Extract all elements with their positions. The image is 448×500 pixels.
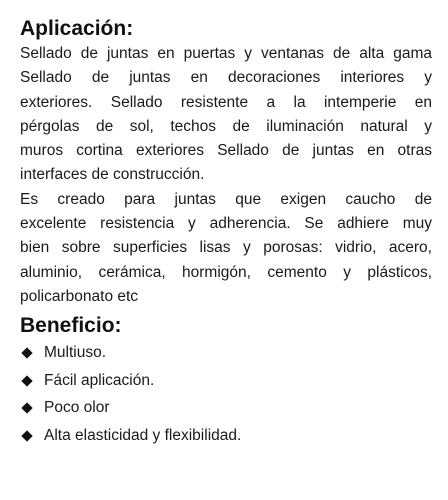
paragraph-line: excelente resistencia y adherencia. Se adhiere muy xyxy=(20,215,432,233)
application-heading: Aplicación: xyxy=(20,17,134,40)
list-item-label: Alta elasticidad y flexibilidad. xyxy=(44,426,242,444)
list-item-label: Fácil aplicación. xyxy=(44,371,155,389)
paragraph-line: interfaces de construcción. xyxy=(20,166,205,184)
paragraph-line: Sellado de juntas en puertas y ventanas de alta gama xyxy=(20,45,432,62)
application-paragraph-2 xyxy=(20,188,432,309)
list-item-label: Poco olor xyxy=(44,399,110,417)
paragraph-line: pérgolas de sol, techos de iluminación natural y xyxy=(20,117,432,135)
paragraph-line: Es creado para juntas que exigen caucho de xyxy=(20,190,432,208)
benefits-heading: Beneficio: xyxy=(20,314,122,338)
list-item xyxy=(20,339,432,367)
diamond-bullet-icon xyxy=(21,402,32,413)
paragraph-line: Sellado de juntas en decoraciones interiores y xyxy=(20,69,432,87)
benefits-list xyxy=(20,339,432,449)
application-paragraph-1 xyxy=(20,42,432,188)
list-item xyxy=(20,394,432,422)
paragraph-line: policarbonato etc xyxy=(20,287,139,305)
diamond-bullet-icon xyxy=(21,375,32,386)
list-item xyxy=(20,367,432,395)
paragraph-line: aluminio, cerámica, hormigón, cemento y plásticos, xyxy=(20,263,432,281)
product-description xyxy=(20,16,432,449)
paragraph-line: exteriores. Sellado resistente a la intemperie en xyxy=(20,93,432,111)
list-item xyxy=(20,422,432,450)
diamond-bullet-icon xyxy=(21,347,32,358)
diamond-bullet-icon xyxy=(21,430,32,441)
paragraph-line: muros cortina exteriores Sellado de juntas en otras xyxy=(20,142,432,160)
paragraph-line: bien sobre superficies lisas y porosas: vidrio, acero, xyxy=(20,239,432,257)
list-item-label: Multiuso. xyxy=(44,344,107,362)
